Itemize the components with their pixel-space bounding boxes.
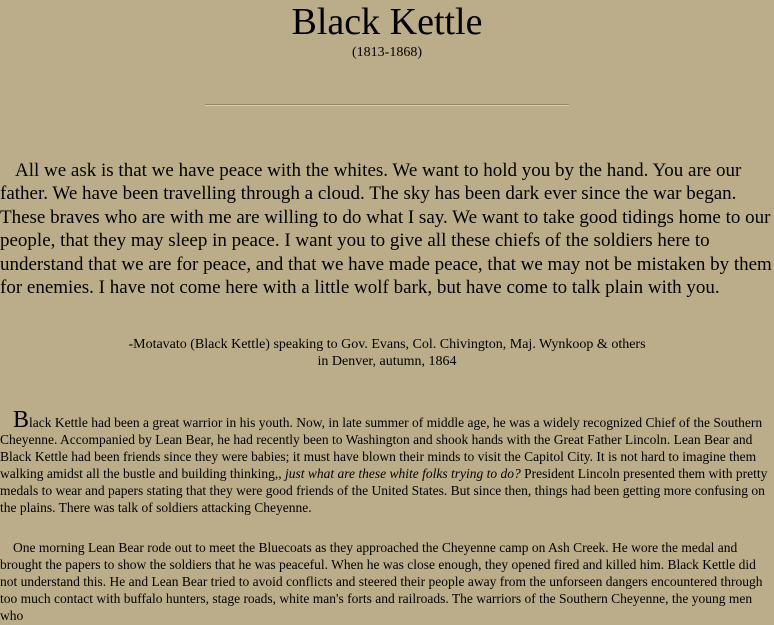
life-dates: (1813-1868) [352,45,422,60]
quote-text: All we ask is that we have peace with the whites. We want to hold you by the hand. You are our father. We have been travelling through a cloud. The sky has been dark ever since the war began. These braves who are with me are willing to do what I say. We want to take good tidings home to our people, that they may sleep in peace. I want you to give all these chiefs of the soldiers here to understand that we are for peace, and that we have made peace, that we may not be mistaken by them for enemies. I have not come here with a little wolf bark, but have come to talk plain with you. [0,160,772,299]
body-paragraph-1 [0,407,774,516]
horizontal-rule [205,104,569,106]
attribution-line-2: in Denver, autumn, 1864 [317,354,457,369]
drop-cap: B [13,407,30,433]
body-paragraph-2: One morning Lean Bear rode out to meet the Bluecoats as they approached the Cheyenne camp on Ash Creek. He wore the medal and brought the papers to show the soldiers that he was peaceful. When he was close enough, they opened fired and killed him. Black Kettle did not understand this. He and Lean Bear tried to avoid conflicts and steered their people away from the unforseen dangers encountered through too much contact with buffalo hunters, stage roads, white man's forts and railroads. The warriors of the Southern Cheyenne, the young men who [0,540,763,623]
paragraph-1-italic: just what are these white folks trying to do? [284,465,521,481]
paragraph-1-text-a: lack Kettle had been a great warrior in his youth. Now, in late summer of middle age, he was a widely recognized Chief of the Southern Cheyenne. Accompanied by Lean Bear, he had recently been to Washington and shook hands with the Great Father Lincoln. Lean Bear and Black Kettle had been friends since they were babies; it must have blown their minds to visit the Capitol City. It is not hard to imagine them walking amidst all the bustle and building thinking,, [0,415,763,481]
page-title: Black Kettle [291,1,483,43]
attribution-line-1: -Motavato (Black Kettle) speaking to Gov. Evans, Col. Chivington, Maj. Wynkoop & others [128,337,646,352]
paragraph-1-text-b: President Lincoln presented them with pretty medals to wear and papers stating that they were good friends of the United States. But since then, things had been getting more confusing on the plains. There was talk of soldiers attacking Cheyenne. [0,465,768,515]
quote-attribution [0,336,774,370]
